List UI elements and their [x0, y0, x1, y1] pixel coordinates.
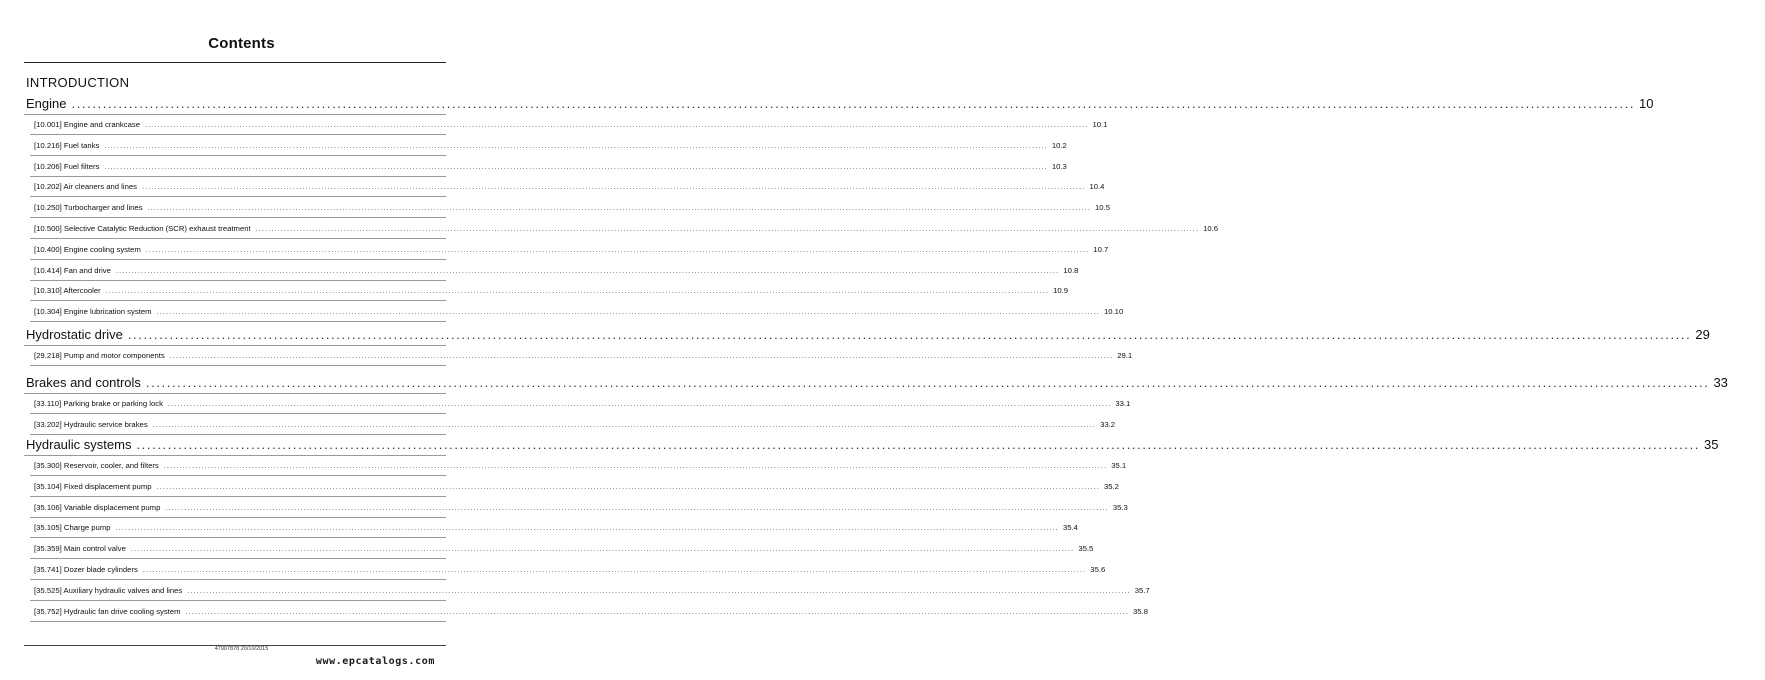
toc-section-page-number: 35	[1704, 437, 1719, 452]
toc-entry[interactable]	[0, 502, 1128, 512]
toc-entry-label: [35.106] Variable displacement pump	[34, 502, 161, 512]
dot-leader: ............................................................................................................................................................................................................................................................................................................	[104, 142, 1048, 150]
toc-entry[interactable]	[0, 565, 1106, 574]
toc-section-label: Hydraulic systems	[26, 437, 132, 452]
toc-entry-page-number: 35.1	[1111, 461, 1127, 470]
toc-entry-page-number: 10.3	[1051, 161, 1067, 171]
dot-leader: ............................................................................................................................................................................................................................................................................................................	[156, 309, 1100, 317]
row-divider	[30, 475, 446, 476]
row-divider	[30, 434, 446, 435]
row-divider	[30, 134, 446, 135]
watermark: www.epcatalogs.com	[315, 656, 435, 667]
dot-leader: ............................................................................................................................................................................................................................................................................................................	[142, 184, 1086, 192]
toc-entry-label: [10.206] Fuel filters	[34, 161, 100, 171]
toc-entry[interactable]	[0, 544, 1094, 554]
dot-leader: ............................................................................................................................................................................................................................................................................................................	[152, 421, 1097, 429]
dot-leader: ............................................................................................................................................................................................................................................................................................................	[145, 122, 1089, 129]
toc-entry-label: [10.304] Engine lubrication system	[34, 307, 152, 317]
row-divider	[30, 537, 446, 538]
toc-entry-page-number: 35.6	[1090, 565, 1106, 574]
row-divider	[30, 155, 446, 156]
row-divider	[30, 196, 446, 197]
toc-entry[interactable]	[0, 244, 1109, 254]
toc-entry[interactable]	[0, 606, 1148, 616]
dot-leader: ............................................................................................................................................................................................................................................................................................................	[165, 504, 1109, 512]
dot-leader: ............................................................................................................................................................................................................................................................................................................	[127, 327, 1692, 342]
toc-entry-page-number: 10.2	[1051, 140, 1067, 150]
row-divider	[30, 280, 446, 281]
toc-section-page-number: 29	[1695, 327, 1710, 342]
dot-leader: ............................................................................................................................................................................................................................................................................................................	[115, 267, 1060, 275]
row-divider	[30, 558, 446, 559]
toc-entry-page-number: 35.8	[1133, 606, 1148, 616]
toc-section-label: Brakes and controls	[26, 375, 141, 390]
toc-entry-label: [33.202] Hydraulic service brakes	[34, 419, 148, 429]
dot-leader: ............................................................................................................................................................................................................................................................................................................	[145, 375, 1710, 390]
toc-entry-page-number: 35.5	[1078, 544, 1094, 554]
toc-entry-page-number: 10.5	[1095, 203, 1110, 213]
toc-entry-page-number: 10.7	[1093, 244, 1109, 254]
toc-entry-label: [35.300] Reservoir, cooler, and filters	[34, 461, 159, 470]
row-divider	[24, 114, 446, 115]
toc-entry[interactable]	[0, 307, 1124, 317]
dot-leader: ............................................................................................................................................................................................................................................................................................................	[142, 567, 1087, 574]
dot-leader: ............................................................................................................................................................................................................................................................................................................	[115, 525, 1059, 533]
toc-section-label: Engine	[26, 96, 67, 111]
row-divider	[24, 393, 446, 394]
toc-entry-label: [10.202] Air cleaners and lines	[34, 182, 137, 192]
dot-leader: ............................................................................................................................................................................................................................................................................................................	[163, 463, 1108, 470]
toc-section-page-number: 10	[1639, 96, 1654, 111]
toc-entry-page-number: 10.4	[1089, 182, 1105, 192]
toc-entry-page-number: 33.2	[1100, 419, 1116, 429]
toc-entry[interactable]	[0, 203, 1110, 213]
toc-entry[interactable]	[0, 120, 1108, 129]
toc-entry-label: [10.500] Selective Catalytic Reduction (SCR) exhaust treatment	[34, 224, 251, 233]
toc-entry-label: [33.110] Parking brake or parking lock	[34, 399, 163, 408]
toc-entry-page-number: 10.9	[1053, 286, 1069, 296]
toc-section[interactable]	[0, 437, 1719, 452]
toc-entry-page-number: 35.4	[1062, 523, 1078, 533]
row-divider	[30, 217, 446, 218]
toc-entry-page-number: 10.10	[1103, 307, 1124, 317]
toc-entry[interactable]	[0, 481, 1119, 491]
row-divider	[30, 621, 446, 622]
dot-leader: ............................................................................................................................................................................................................................................................................................................	[147, 205, 1092, 213]
toc-entry-label: [10.414] Fan and drive	[34, 265, 111, 275]
dot-leader: ............................................................................................................................................................................................................................................................................................................	[104, 163, 1048, 171]
toc-entry-label: [35.359] Main control valve	[34, 544, 126, 554]
row-divider	[30, 259, 446, 260]
toc-entry-page-number: 35.3	[1112, 502, 1128, 512]
toc-entry[interactable]	[0, 399, 1131, 408]
row-divider	[30, 321, 446, 322]
toc-entry[interactable]	[0, 461, 1127, 470]
dot-leader: ............................................................................................................................................................................................................................................................................................................	[167, 401, 1112, 408]
toc-entry-page-number: 10.8	[1063, 265, 1079, 275]
dot-leader: ............................................................................................................................................................................................................................................................................................................	[185, 608, 1130, 616]
dot-leader: ............................................................................................................................................................................................................................................................................................................	[105, 288, 1050, 296]
toc-entry-page-number: 33.1	[1115, 399, 1131, 408]
toc-entry-label: [35.104] Fixed displacement pump	[34, 481, 152, 491]
toc-entry[interactable]	[0, 140, 1067, 150]
row-divider	[30, 496, 446, 497]
dot-leader: ............................................................................................................................................................................................................................................................................................................	[255, 226, 1200, 233]
toc-entry-label: [10.001] Engine and crankcase	[34, 120, 140, 129]
toc-entry-label: [35.752] Hydraulic fan drive cooling system	[34, 606, 181, 616]
toc-entry-page-number: 35.7	[1134, 585, 1150, 595]
toc-entry-page-number: 10.6	[1203, 224, 1219, 233]
toc-section-page-number: 33	[1713, 375, 1728, 390]
toc-entry-page-number: 35.2	[1103, 481, 1119, 491]
dot-leader: ............................................................................................................................................................................................................................................................................................................	[136, 437, 1701, 452]
row-divider	[30, 517, 446, 518]
toc-entry-label: [10.216] Fuel tanks	[34, 140, 100, 150]
toc-section[interactable]	[0, 375, 1728, 390]
toc-section-label: Hydrostatic drive	[26, 327, 123, 342]
row-divider	[30, 600, 446, 601]
toc-section[interactable]	[0, 96, 1654, 111]
toc-entry-label: [35.741] Dozer blade cylinders	[34, 565, 138, 574]
dot-leader: ............................................................................................................................................................................................................................................................................................................	[145, 246, 1090, 254]
row-divider	[30, 413, 446, 414]
toc-entry[interactable]	[0, 419, 1116, 429]
dot-leader: ............................................................................................................................................................................................................................................................................................................	[187, 587, 1131, 595]
toc-entry-label: [10.250] Turbocharger and lines	[34, 203, 143, 213]
row-divider	[30, 176, 446, 177]
row-divider	[24, 455, 446, 456]
dot-leader: ............................................................................................................................................................................................................................................................................................................	[156, 483, 1100, 491]
toc-entry[interactable]	[0, 182, 1105, 192]
toc-entry[interactable]	[0, 286, 1069, 296]
page-title: Contents	[208, 35, 275, 52]
toc-entry-page-number: 29.1	[1117, 351, 1133, 360]
toc-section[interactable]	[0, 327, 1710, 342]
row-divider	[30, 579, 446, 580]
toc-entry-label: [10.400] Engine cooling system	[34, 244, 141, 254]
toc-entry-label: [29.218] Pump and motor components	[34, 351, 165, 360]
toc-entry[interactable]	[0, 523, 1078, 533]
row-divider	[24, 345, 446, 346]
row-divider	[30, 238, 446, 239]
title-rule	[24, 62, 446, 63]
dot-leader: ............................................................................................................................................................................................................................................................................................................	[71, 96, 1636, 111]
toc-entry[interactable]	[0, 265, 1079, 275]
toc-entry[interactable]	[0, 224, 1219, 233]
toc-entry[interactable]	[0, 585, 1150, 595]
toc-entry[interactable]	[0, 161, 1067, 171]
footer-code: 47907878 20/10/2015	[214, 646, 269, 652]
row-divider	[30, 365, 446, 366]
toc-entry-label: [35.525] Auxiliary hydraulic valves and lines	[34, 585, 183, 595]
toc-entry-label: [35.105] Charge pump	[34, 523, 111, 533]
row-divider	[30, 300, 446, 301]
toc-entry-page-number: 10.1	[1092, 120, 1108, 129]
dot-leader: ............................................................................................................................................................................................................................................................................................................	[169, 353, 1114, 360]
intro-heading: INTRODUCTION	[26, 75, 130, 90]
toc-entry-label: [10.310] Aftercooler	[34, 286, 101, 296]
toc-entry[interactable]	[0, 351, 1133, 360]
dot-leader: ............................................................................................................................................................................................................................................................................................................	[130, 546, 1075, 554]
